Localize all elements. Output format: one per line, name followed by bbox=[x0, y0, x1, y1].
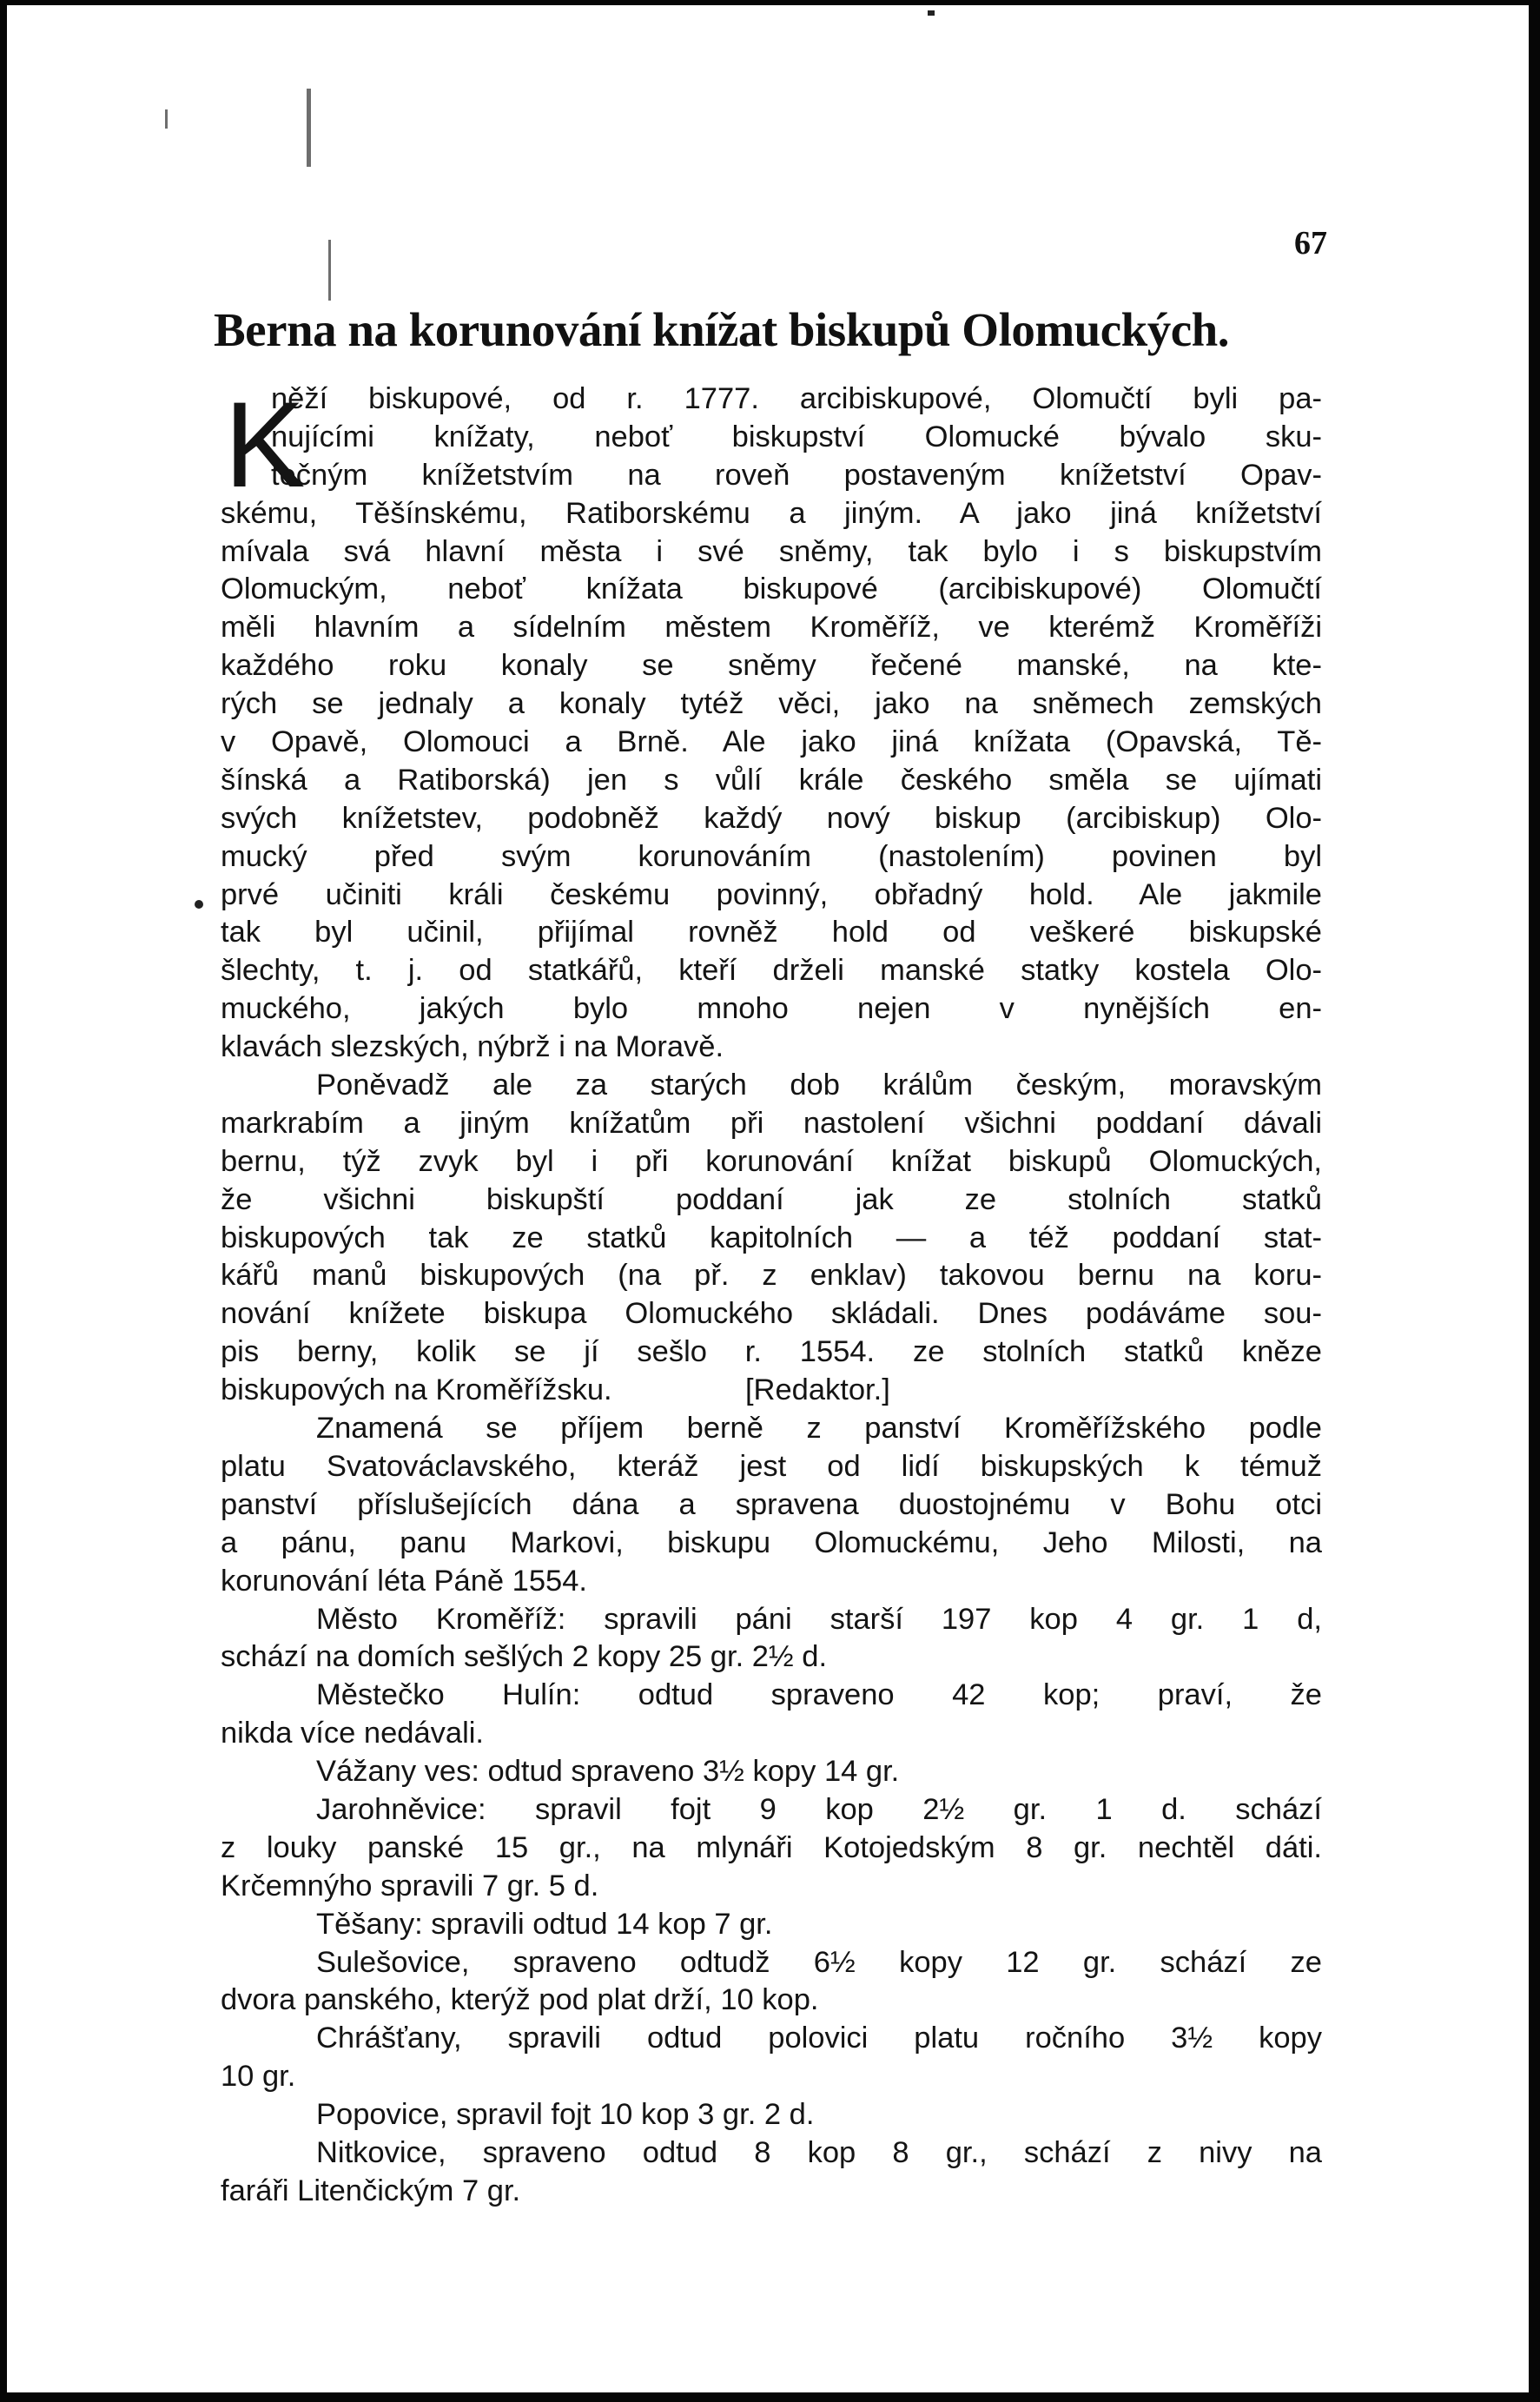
text-line: mucký před svým korunováním (nastolením) povinen byl bbox=[221, 839, 1322, 873]
text-line: Vážany ves: odtud spraveno 3½ kopy 14 gr. bbox=[316, 1755, 900, 1789]
text-line: panství příslušejících dána a spravena duostojnému v Bohu otci bbox=[221, 1487, 1322, 1521]
text-line: šínská a Ratiborská) jen s vůlí krále českého směla se ujímati bbox=[221, 763, 1322, 797]
scan-mark bbox=[328, 240, 331, 301]
text-line: korunování léta Páně 1554. bbox=[221, 1564, 587, 1598]
text-line: a pánu, panu Markovi, biskupu Olomuckému, Jeho Milosti, na bbox=[221, 1525, 1322, 1559]
text-line: Popovice, spravil fojt 10 kop 3 gr. 2 d. bbox=[316, 2098, 815, 2132]
text-line: dvora panského, kterýž pod plat drží, 10 kop. bbox=[221, 1983, 819, 2017]
text-line: platu Svatováclavského, kteráž jest od lidí biskupských k témuž bbox=[221, 1449, 1322, 1483]
document-page bbox=[7, 5, 1529, 2392]
text-line: rých se jednaly a konaly tytéž věci, jako na sněmech zemských bbox=[221, 687, 1322, 721]
text-line: svých knížetstev, podobněž každý nový biskup (arcibiskup) Olo- bbox=[221, 801, 1322, 835]
text-line: skému, Těšínskému, Ratiborskému a jiným. A jako jiná knížetství bbox=[221, 496, 1322, 530]
text-line: mívala svá hlavní města i své sněmy, tak bylo i s biskupstvím bbox=[221, 534, 1322, 568]
text-line: biskupových na Kroměřížsku. [Redaktor.] bbox=[221, 1373, 890, 1407]
margin-dot bbox=[195, 900, 203, 909]
text-line: schází na domích sešlých 2 kopy 25 gr. 2½ d. bbox=[221, 1640, 828, 1674]
scan-mark bbox=[928, 10, 935, 16]
text-line: tečným knížetstvím na roveň postaveným knížetství Opav- bbox=[271, 458, 1322, 492]
text-line: Sulešovice, spraveno odtudž 6½ kopy 12 gr. schází ze bbox=[316, 1945, 1322, 1979]
text-line: Městečko Hulín: odtud spraveno 42 kop; praví, že bbox=[316, 1678, 1322, 1712]
text-line: tak byl učinil, přijímal rovněž hold od veškeré biskupské bbox=[221, 916, 1322, 950]
text-line: Olomuckým, neboť knížata biskupové (arcibiskupové) Olomučtí bbox=[221, 572, 1322, 606]
text-line: Poněvadž ale za starých dob králům českým, moravským bbox=[316, 1069, 1322, 1102]
text-line: bernu, týž zvyk byl i při korunování knížat biskupů Olomuckých, bbox=[221, 1144, 1322, 1178]
text-line: Město Kroměříž: spravili páni starší 197 kop 4 gr. 1 d, bbox=[316, 1602, 1322, 1636]
text-line: Znamená se příjem berně z panství Kroměřížského podle bbox=[316, 1412, 1322, 1446]
text-line: pis berny, kolik se jí sešlo r. 1554. ze stolních statků kněze bbox=[221, 1335, 1322, 1369]
text-line: z louky panské 15 gr., na mlynáři Kotojedským 8 gr. nechtěl dáti. bbox=[221, 1830, 1322, 1864]
page-title: Berna na korunování knížat biskupů Olomuckých. bbox=[214, 303, 1230, 356]
text-line: Nitkovice, spraveno odtud 8 kop 8 gr., schází z nivy na bbox=[316, 2135, 1322, 2169]
text-line: nování knížete biskupa Olomuckého skládali. Dnes podáváme sou- bbox=[221, 1297, 1322, 1331]
text-line: 10 gr. bbox=[221, 2060, 296, 2094]
text-line: prvé učiniti králi českému povinný, obřadný hold. Ale jakmile bbox=[221, 877, 1322, 911]
text-line: nujícími knížaty, neboť biskupství Olomucké bývalo sku- bbox=[271, 420, 1322, 453]
text-line: muckého, jakých bylo mnoho nejen v nynějších en- bbox=[221, 992, 1322, 1026]
text-line: biskupových tak ze statků kapitolních — a též poddaní stat- bbox=[221, 1221, 1322, 1254]
text-line: že všichni biskupští poddaní jak ze stolních statků bbox=[221, 1182, 1322, 1216]
text-line: faráři Litenčickým 7 gr. bbox=[221, 2174, 521, 2207]
drop-cap: K bbox=[224, 376, 306, 513]
text-line: v Opavě, Olomouci a Brně. Ale jako jiná knížata (Opavská, Tě- bbox=[221, 725, 1322, 759]
text-line: Krčemnýho spravili 7 gr. 5 d. bbox=[221, 1869, 599, 1902]
text-line: Těšany: spravili odtud 14 kop 7 gr. bbox=[316, 1907, 773, 1941]
scan-mark bbox=[307, 89, 311, 167]
text-line: něží biskupové, od r. 1777. arcibiskupové, Olomučtí byli pa- bbox=[271, 382, 1322, 415]
text-line: kářů manů biskupových (na př. z enklav) takovou bernu na koru- bbox=[221, 1259, 1322, 1293]
text-line: Jarohněvice: spravil fojt 9 kop 2½ gr. 1 d. schází bbox=[316, 1792, 1322, 1826]
text-line: šlechty, t. j. od statkářů, kteří drželi manské statky kostela Olo- bbox=[221, 954, 1322, 988]
text-line: markrabím a jiným knížatům při nastolení všichni poddaní dávali bbox=[221, 1106, 1322, 1140]
scan-mark bbox=[165, 109, 168, 129]
text-line: klavách slezských, nýbrž i na Moravě. bbox=[221, 1030, 724, 1064]
text-line: Chrášťany, spravili odtud polovici platu ročního 3½ kopy bbox=[316, 2022, 1322, 2055]
text-line: nikda více nedávali. bbox=[221, 1717, 485, 1750]
page-number: 67 bbox=[1294, 225, 1327, 261]
text-line: každého roku konaly se sněmy řečené manské, na kte- bbox=[221, 649, 1322, 683]
body-text bbox=[221, 376, 1322, 2211]
text-line: měli hlavním a sídelním městem Kroměříž, ve kterémž Kroměříži bbox=[221, 611, 1322, 645]
